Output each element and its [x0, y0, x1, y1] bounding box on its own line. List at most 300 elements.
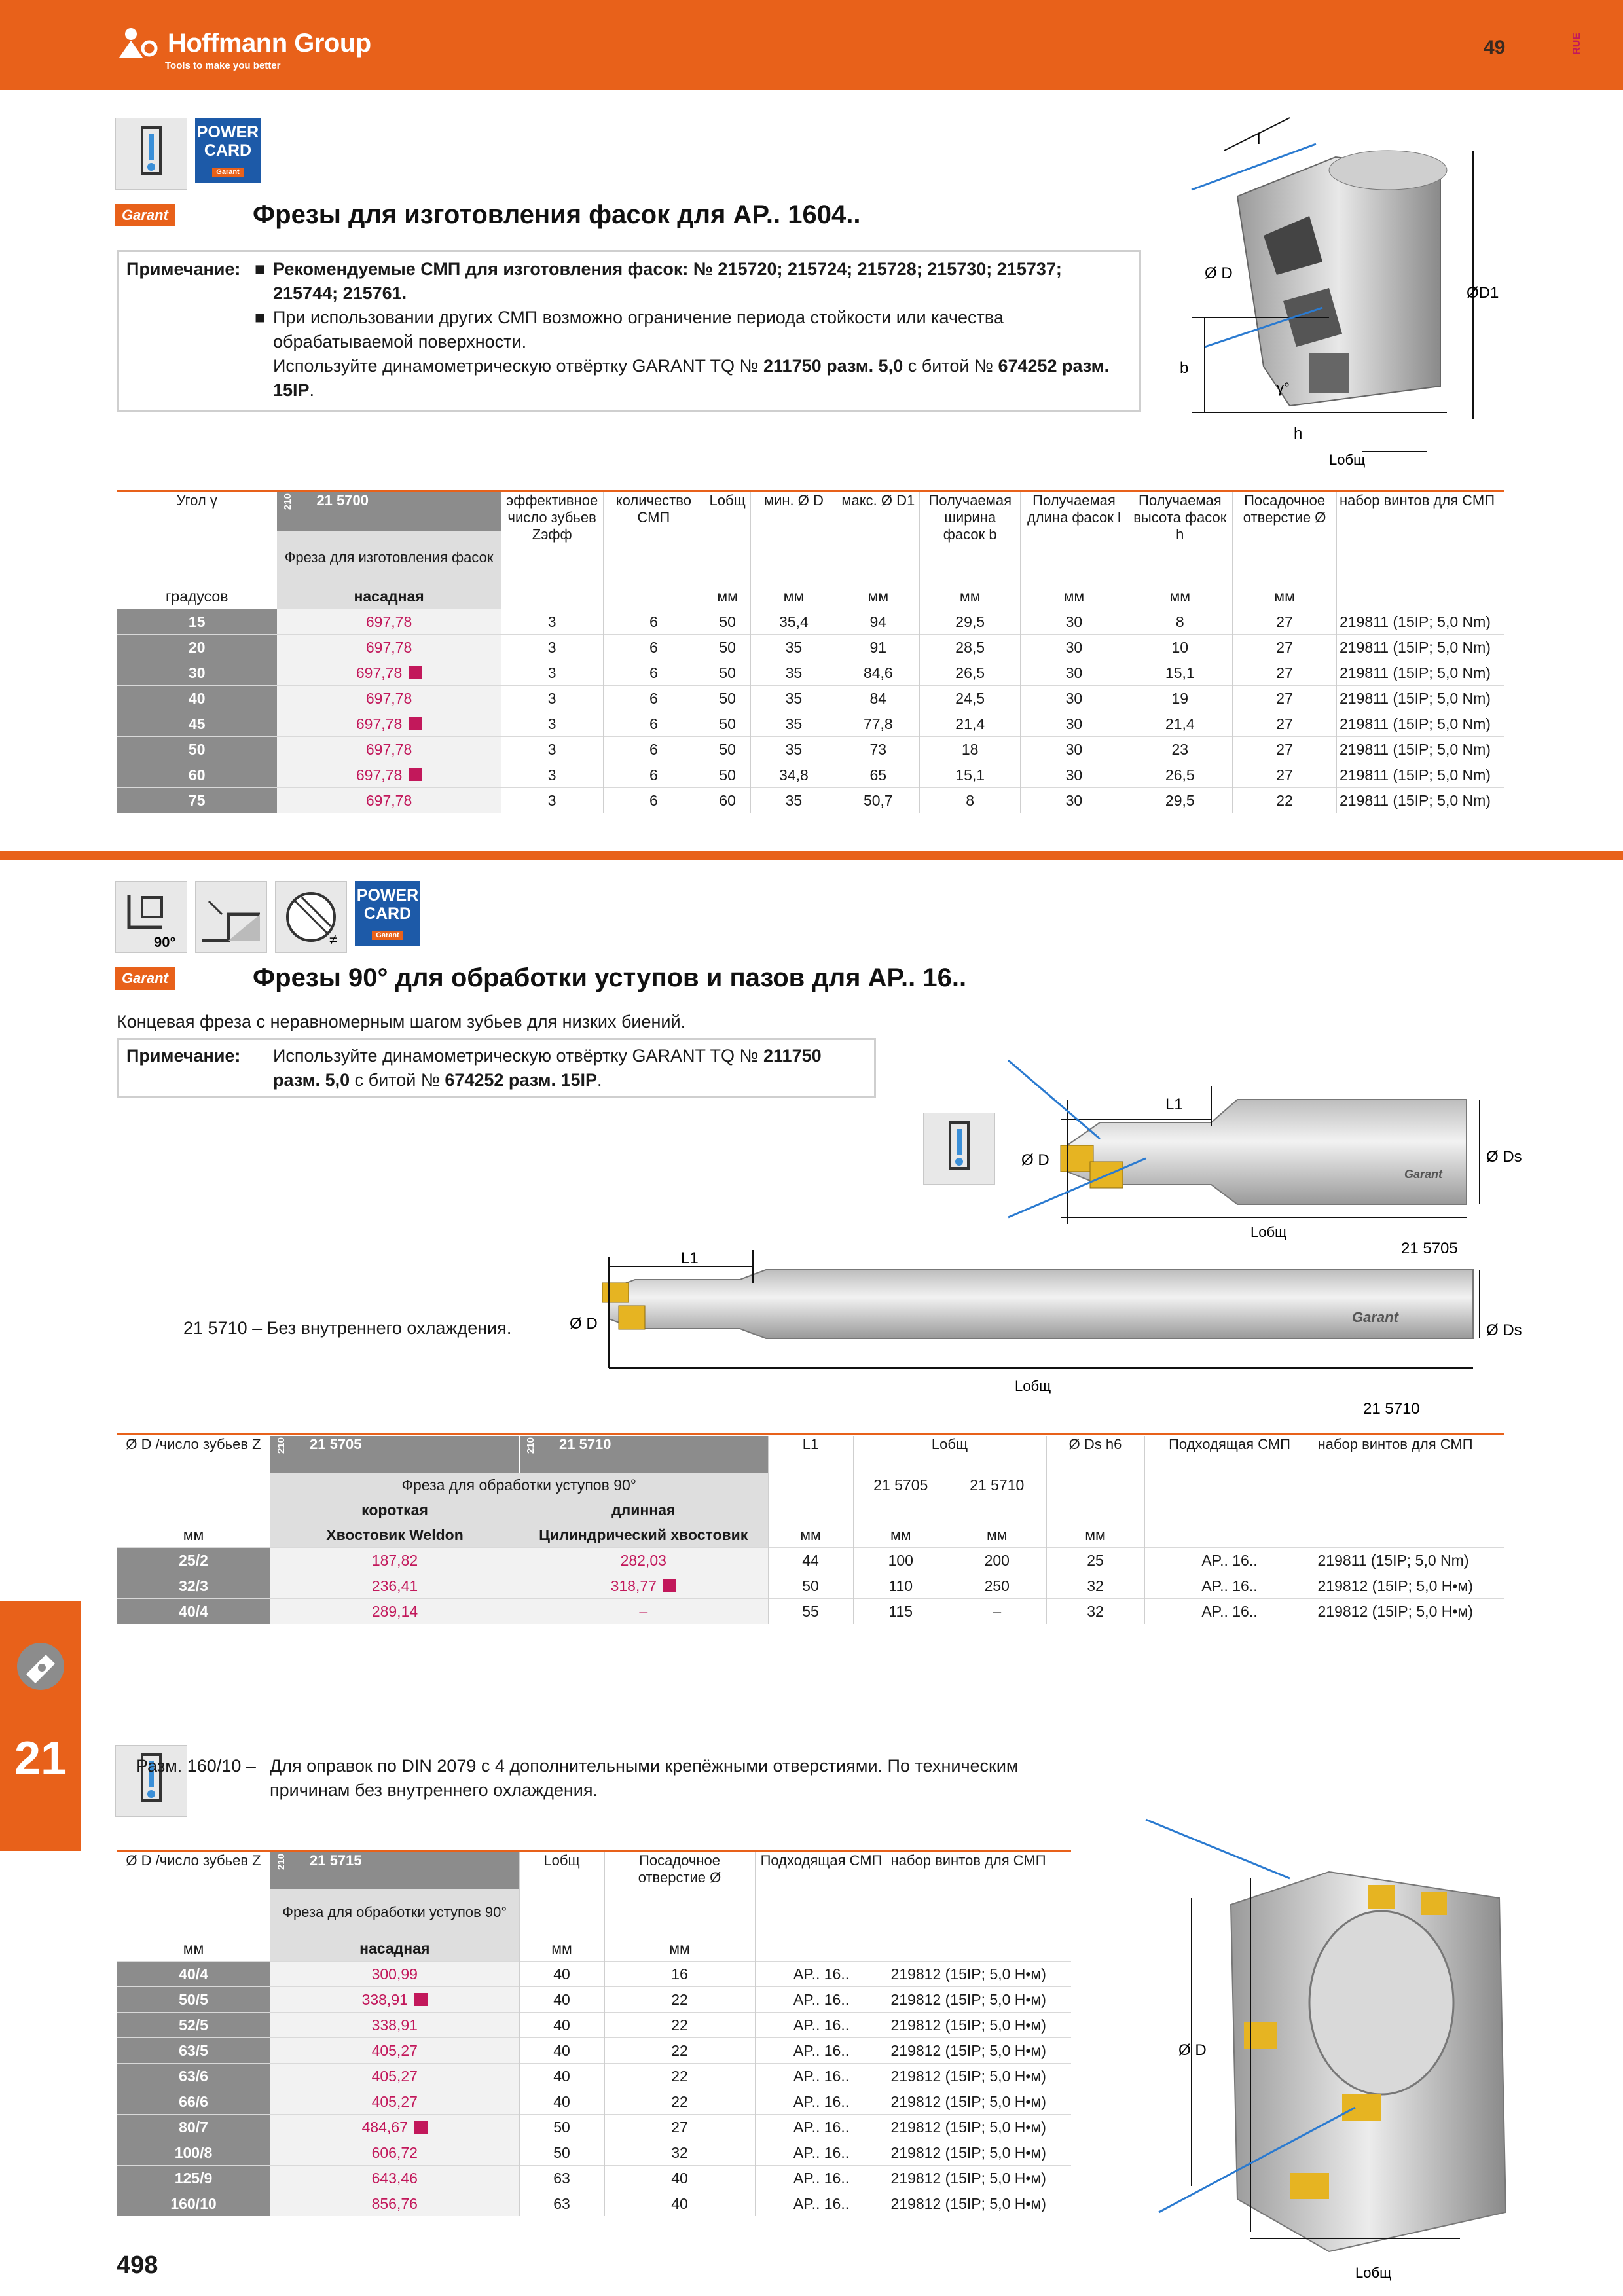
value-cell: 50 — [768, 1573, 853, 1599]
value-cell: 6 — [603, 660, 704, 686]
hdr-bore: Посадочное отверстие Ø — [1233, 492, 1337, 584]
value-cell: 219812 (15IP; 5,0 Н•м) — [888, 1962, 1071, 1987]
value-cell: AP.. 16.. — [755, 2140, 888, 2166]
table-row — [117, 1573, 1504, 1599]
value-cell: 30 — [1021, 711, 1127, 737]
value-cell: 40 — [519, 2013, 604, 2038]
diameter-teeth-cell: 52/5 — [117, 2013, 270, 2038]
diameter-teeth-cell: 40/4 — [117, 1599, 270, 1624]
value-cell: 3 — [501, 788, 603, 814]
value-cell: AP.. 16.. — [1144, 1599, 1315, 1624]
svg-text:Ø Ds: Ø Ds — [1486, 1148, 1522, 1166]
diameter-teeth-cell: 80/7 — [117, 2115, 270, 2140]
value-cell: 6 — [603, 686, 704, 711]
value-cell: AP.. 16.. — [755, 1962, 888, 1987]
table-row — [117, 1987, 1071, 2013]
value-cell: 63 — [519, 2191, 604, 2217]
value-cell: 50 — [704, 635, 751, 660]
price-cell — [277, 762, 501, 788]
note-tail: Используйте динамометрическую отвёртку GARANT TQ № 211750 разм. 5,0 с битой № 674252 разм. 15IP. — [273, 356, 1110, 400]
value-cell: 40 — [519, 2064, 604, 2089]
price-cell — [270, 2013, 519, 2038]
value-cell: 15,1 — [919, 762, 1021, 788]
value-cell: 21,4 — [1127, 711, 1233, 737]
value-cell: 219811 (15IP; 5,0 Nm) — [1336, 660, 1504, 686]
price-cell — [270, 2089, 519, 2115]
product-code-215705: 210 21 5705 — [270, 1436, 519, 1473]
value-cell: 3 — [501, 609, 603, 635]
value-cell: 200 — [948, 1548, 1046, 1573]
hdr-max-d1: макс. Ø D1 — [837, 492, 919, 584]
table-row — [117, 1548, 1504, 1573]
value-cell: 27 — [1233, 711, 1337, 737]
svg-text:90°: 90° — [154, 934, 176, 950]
dim-gamma: γ° — [1277, 380, 1290, 396]
value-cell: AP.. 16.. — [755, 2166, 888, 2191]
price: 697,78 — [365, 613, 412, 630]
value-cell: 23 — [1127, 737, 1233, 762]
value-cell: 35 — [751, 737, 837, 762]
diameter-teeth-cell: 40/4 — [117, 1962, 270, 1987]
table-row — [117, 660, 1504, 686]
price-cell — [277, 660, 501, 686]
table2-top-rule — [117, 1433, 1504, 1435]
value-cell: 6 — [603, 788, 704, 814]
svg-text:L1: L1 — [681, 1249, 699, 1267]
value-cell: 73 — [837, 737, 919, 762]
table-row — [117, 762, 1504, 788]
value-cell: 91 — [837, 635, 919, 660]
shoulder-milling-90-icon — [115, 881, 187, 953]
product-code-215710: 210 21 5710 — [519, 1436, 768, 1473]
value-cell: 63 — [519, 2166, 604, 2191]
value-cell: 15,1 — [1127, 660, 1233, 686]
value-cell: 219811 (15IP; 5,0 Nm) — [1336, 711, 1504, 737]
section-separator — [0, 851, 1623, 860]
value-cell: 55 — [768, 1599, 853, 1624]
svg-text:Garant: Garant — [1352, 1309, 1398, 1325]
value-cell: 32 — [604, 2140, 755, 2166]
section2-intro: Концевая фреза с неравномерным шагом зубьев для низких биений. — [117, 1012, 686, 1031]
value-cell: AP.. 16.. — [1144, 1548, 1315, 1573]
value-cell: AP.. 16.. — [755, 2013, 888, 2038]
value-cell: AP.. 16.. — [755, 1987, 888, 2013]
value-cell: 84 — [837, 686, 919, 711]
chapter-tab[interactable] — [0, 1601, 81, 1851]
size-160-note: Разм. 160/10 – Для оправок по DIN 2079 с 4 дополнительными крепёжными отверстиями. По техническим причинам без внутреннего охлаждения. — [136, 1756, 1019, 1800]
svg-text:Lобщ: Lобщ — [1355, 2265, 1392, 2281]
price-cell — [270, 1987, 519, 2013]
stock-marker-icon — [409, 666, 422, 679]
dim-l: l — [1257, 130, 1261, 148]
value-cell: AP.. 16.. — [1144, 1573, 1315, 1599]
dim-d: Ø D — [1205, 264, 1233, 282]
svg-text:Lобщ: Lобщ — [1250, 1224, 1287, 1240]
chamfer-cutter-diagram — [1165, 105, 1532, 471]
hdr-insert3: Подходящая СМП — [755, 1852, 888, 1936]
hdr-ds: Ø Ds h6 — [1046, 1436, 1144, 1473]
value-cell: 219812 (15IP; 5,0 Н•м) — [888, 1987, 1071, 2013]
value-cell: 50 — [704, 737, 751, 762]
table-row — [117, 2089, 1071, 2115]
page-number-bottom: 498 — [117, 2251, 158, 2279]
value-cell: 35 — [751, 711, 837, 737]
endmill-215705-diagram — [995, 1047, 1532, 1263]
stock-marker-icon — [414, 2121, 428, 2134]
value-cell: 50,7 — [837, 788, 919, 814]
value-cell: AP.. 16.. — [755, 2038, 888, 2064]
stock-marker-icon — [414, 1993, 428, 2006]
product-description: Фреза для изготовления фасок — [277, 531, 501, 584]
brand-tagline: Tools to make you better — [165, 60, 281, 71]
svg-text:21 5710: 21 5710 — [1363, 1400, 1420, 1418]
value-cell: 27 — [1233, 660, 1337, 686]
price: 405,27 — [371, 2067, 418, 2085]
value-cell: 219811 (15IP; 5,0 Nm) — [1336, 788, 1504, 814]
price-cell — [270, 2191, 519, 2217]
note-label: Примечание: — [126, 259, 241, 279]
dim-ltot: Lобщ — [1329, 452, 1366, 468]
chapter-number: 21 — [14, 1732, 67, 1785]
table-215700: Угол γ 210 21 5700 эффективное число зубьев Zэфф количество СМП Lобщ мин. Ø D макс. Ø D1 Получаемая ширина фасок b Получаемая длина фасок l Получаемая высота фасок h Посадочное отверстие Ø набор винтов для СМП Фреза для изготовления фасок градусов насадная мм мм мм мм мм мм мм 15 697,78 3 6 50 35,4 94 29,5 30 8 27 219811 (15IP; 5,0 Nm) 20 697,78 3 6 50 35 91 28,5 30 10 27 219811 (15IP; 5,0 Nm) 30 697,78 3 6 50 35 84,6 26,5 30 15,1 27 219811 (15IP; 5,0 Nm) 40 697,78 3 6 50 35 84 24,5 30 19 27 219811 (15IP; 5,0 Nm) 45 697,78 3 6 50 35 77,8 21,4 30 21,4 27 219811 (15IP; 5,0 Nm) 50 697,78 3 6 50 35 73 18 30 23 27 219811 (15IP; 5,0 Nm) 60 697,78 3 6 50 34,8 65 15,1 30 26,5 27 219811 (15IP; 5,0 Nm) 75 697,78 3 6 60 35 50,7 8 30 29,5 22 219811 (15IP; 5,0 Nm) — [117, 492, 1504, 813]
value-cell: 22 — [604, 1987, 755, 2013]
price: 697,78 — [356, 715, 403, 732]
brand-name: Hoffmann Group — [168, 29, 371, 58]
endmill-215710-diagram — [556, 1244, 1532, 1427]
value-cell: 28,5 — [919, 635, 1021, 660]
hdr-screw-set: набор винтов для СМП — [1336, 492, 1504, 584]
value-cell: 219811 (15IP; 5,0 Nm) — [1336, 609, 1504, 635]
value-cell: AP.. 16.. — [755, 2064, 888, 2089]
hdr-d-z: Ø D /число зубьев Z — [126, 1436, 261, 1452]
section1-note — [117, 250, 1141, 412]
value-cell: 30 — [1021, 788, 1127, 814]
table-215705-215710: Ø D /число зубьев Z 210 21 5705 210 21 5710 L1 Lобщ Ø Ds h6 Подходящая СМП набор винтов для СМП Фреза для обработки уступов 90° 21 5705 21 5710 короткая длинная мм Хвостовик Weldon Цилиндрический хвостовик мм мм мм мм 25/2 187,82 282,03 44 100 200 25 AP.. 16.. 219811 (15IP; 5,0 Nm) 32/3 236,41 318,77 50 110 250 32 AP.. 16.. 219812 (15IP; 5,0 Н•м) 40/4 289,14 – 55 115 – 32 AP.. 16.. 219812 (15IP; 5,0 Н•м) — [117, 1436, 1504, 1624]
value-cell: 50 — [519, 2115, 604, 2140]
angle-cell: 20 — [117, 635, 277, 660]
note-item-1: ■ Рекомендуемые СМП для изготовления фасок: № 215720; 215724; 215728; 215730; 215737; 215744; 215761. — [255, 259, 1062, 303]
table-row — [117, 711, 1504, 737]
value-cell: 35 — [751, 635, 837, 660]
price: 697,78 — [356, 664, 403, 681]
svg-text:Garant: Garant — [1404, 1168, 1443, 1181]
diameter-teeth-cell: 160/10 — [117, 2191, 270, 2217]
diameter-teeth-cell: 66/6 — [117, 2089, 270, 2115]
price: 338,91 — [361, 1990, 408, 2008]
angle-cell: 15 — [117, 609, 277, 635]
hdr-l1: L1 — [768, 1436, 853, 1473]
value-cell: 22 — [604, 2089, 755, 2115]
value-cell: 8 — [1127, 609, 1233, 635]
svg-text:Ø D: Ø D — [1021, 1151, 1049, 1169]
mount-type: насадная — [277, 584, 501, 609]
price-cell — [277, 737, 501, 762]
table-215715: Ø D /число зубьев Z 210 21 5715 Lобщ Посадочное отверстие Ø Подходящая СМП набор винтов для СМП Фреза для обработки уступов 90° мм насадная мм мм 40/4 300,99 40 16 AP.. 16.. 219812 (15IP; 5,0 Н•м) 50/5 338,91 40 22 AP.. 16.. 219812 (15IP; 5,0 Н•м) 52/5 338,91 40 22 AP.. 16.. 219812 (15IP; 5,0 Н•м) 63/5 405,27 40 22 AP.. 16.. 219812 (15IP; 5,0 Н•м) 63/6 405,27 40 22 AP.. 16.. 219812 (15IP; 5,0 Н•м) 66/6 405,27 40 22 AP.. 16.. 219812 (15IP; 5,0 Н•м) 80/7 484,67 50 27 AP.. 16.. 219812 (15IP; 5,0 Н•м) 100/8 606,72 50 32 AP.. 16.. 219812 (15IP; 5,0 Н•м) 125/9 643,46 63 40 AP.. 16.. 219812 (15IP; 5,0 Н•м) 160/10 856,76 63 40 AP.. 16.. 219812 (15IP; 5,0 Н•м) — [117, 1852, 1071, 2216]
milling-insert-icon — [14, 1640, 67, 1693]
value-cell: 40 — [604, 2166, 755, 2191]
table3-top-rule — [117, 1850, 1071, 1852]
value-cell: 219812 (15IP; 5,0 Н•м) — [1315, 1599, 1504, 1624]
price-cell — [270, 2038, 519, 2064]
hdr-length-l: Получаемая длина фасок l — [1021, 492, 1127, 584]
value-cell: 3 — [501, 737, 603, 762]
value-cell: 29,5 — [1127, 788, 1233, 814]
angle-cell: 75 — [117, 788, 277, 814]
value-cell: 115 — [853, 1599, 948, 1624]
value-cell: 219811 (15IP; 5,0 Nm) — [1336, 762, 1504, 788]
value-cell: 40 — [519, 1962, 604, 1987]
table-row — [117, 1599, 1504, 1624]
angle-cell: 30 — [117, 660, 277, 686]
value-cell: 3 — [501, 635, 603, 660]
price-cell — [270, 1599, 519, 1624]
value-cell: 27 — [1233, 635, 1337, 660]
price-cell — [519, 1548, 768, 1573]
value-cell: 22 — [604, 2013, 755, 2038]
price-cell — [270, 1962, 519, 1987]
note-item-2: ■ При использовании других СМП возможно ограничение периода стойкости или качества обрабатываемой поверхности. — [255, 308, 1004, 351]
value-cell: 18 — [919, 737, 1021, 762]
svg-text:L1: L1 — [1165, 1096, 1183, 1113]
price: 300,99 — [371, 1965, 418, 1982]
shell-mill-215715-diagram — [1133, 1806, 1539, 2291]
table-row — [117, 737, 1504, 762]
value-cell: 24,5 — [919, 686, 1021, 711]
hdr-d-z3: Ø D /число зубьев Z — [126, 1852, 261, 1869]
value-cell: 219811 (15IP; 5,0 Nm) — [1336, 635, 1504, 660]
value-cell: 44 — [768, 1548, 853, 1573]
table-row — [117, 2115, 1071, 2140]
section2-note: Примечание: Используйте динамометрическую отвёртку GARANT TQ № 211750 разм. 5,0 с битой № 674252 разм. 15IP. — [117, 1038, 876, 1098]
value-cell: 27 — [1233, 686, 1337, 711]
price: 643,46 — [371, 2169, 418, 2187]
table-row — [117, 2140, 1071, 2166]
value-cell: 35,4 — [751, 609, 837, 635]
value-cell: 77,8 — [837, 711, 919, 737]
value-cell: 50 — [704, 609, 751, 635]
diameter-teeth-cell: 125/9 — [117, 2166, 270, 2191]
hdr-teeth: эффективное число зубьев Zэфф — [501, 492, 603, 584]
hdr-screws2: набор винтов для СМП — [1315, 1436, 1504, 1473]
price-cell — [277, 788, 501, 814]
table-row — [117, 2013, 1071, 2038]
stock-marker-icon — [663, 1579, 676, 1592]
hdr-angle: Угол γ — [176, 492, 217, 509]
price-cell — [519, 1573, 768, 1599]
value-cell: 40 — [519, 1987, 604, 2013]
value-cell: 50 — [704, 686, 751, 711]
section1-pictograms — [115, 118, 261, 190]
hdr-bore3: Посадочное отверстие Ø — [604, 1852, 755, 1936]
value-cell: 22 — [604, 2038, 755, 2064]
hdr-inserts: количество СМП — [603, 492, 704, 584]
hdr-ltot3: Lобщ — [519, 1852, 604, 1936]
value-cell: 3 — [501, 762, 603, 788]
svg-text:Lобщ: Lобщ — [1015, 1378, 1051, 1394]
value-cell: 6 — [603, 711, 704, 737]
value-cell: 30 — [1021, 686, 1127, 711]
price: 856,76 — [371, 2195, 418, 2212]
table-row — [117, 1962, 1071, 1987]
page-number-top: 49 — [1484, 37, 1506, 58]
value-cell: 30 — [1021, 737, 1127, 762]
price: 484,67 — [361, 2118, 408, 2136]
hoffmann-logo-icon — [117, 26, 162, 62]
diameter-teeth-cell: 50/5 — [117, 1987, 270, 2013]
value-cell: 8 — [919, 788, 1021, 814]
section1-title: Фрезы для изготовления фасок для AP.. 1604.. — [253, 200, 861, 229]
table-row — [117, 635, 1504, 660]
value-cell: 84,6 — [837, 660, 919, 686]
value-cell: 110 — [853, 1573, 948, 1599]
value-cell: 19 — [1127, 686, 1233, 711]
value-cell: 27 — [604, 2115, 755, 2140]
price-cell — [270, 2166, 519, 2191]
price: 282,03 — [620, 1551, 666, 1569]
svg-text:Ø Ds: Ø Ds — [1486, 1321, 1522, 1339]
price: 236,41 — [371, 1577, 418, 1594]
internal-coolant-icon — [115, 118, 187, 190]
value-cell: – — [948, 1599, 1046, 1624]
stock-marker-icon — [409, 768, 422, 781]
value-cell: 6 — [603, 609, 704, 635]
value-cell: 6 — [603, 635, 704, 660]
value-cell: 35 — [751, 660, 837, 686]
value-cell: 3 — [501, 660, 603, 686]
price: 697,78 — [365, 740, 412, 758]
value-cell: 32 — [1046, 1573, 1144, 1599]
price-cell — [277, 609, 501, 635]
price: 606,72 — [371, 2144, 418, 2161]
value-cell: 219812 (15IP; 5,0 Н•м) — [888, 2013, 1071, 2038]
value-cell: 27 — [1233, 762, 1337, 788]
value-cell: 30 — [1021, 660, 1127, 686]
dim-h: h — [1294, 425, 1303, 442]
value-cell: 50 — [704, 762, 751, 788]
value-cell: 6 — [603, 737, 704, 762]
hdr-min-d: мин. Ø D — [751, 492, 837, 584]
value-cell: 22 — [604, 2064, 755, 2089]
value-cell: 35 — [751, 686, 837, 711]
hdr-insert: Подходящая СМП — [1144, 1436, 1315, 1473]
angle-cell: 45 — [117, 711, 277, 737]
hdr-screws3: набор винтов для СМП — [888, 1852, 1071, 1936]
price: 338,91 — [371, 2016, 418, 2034]
dim-d1: ØD1 — [1467, 284, 1499, 302]
hdr-height-h: Получаемая высота фасок h — [1127, 492, 1233, 584]
power-card-badge-2: POWER CARD Garant — [355, 881, 420, 946]
value-cell: AP.. 16.. — [755, 2089, 888, 2115]
diameter-teeth-cell: 32/3 — [117, 1573, 270, 1599]
value-cell: 40 — [604, 2191, 755, 2217]
table-row — [117, 2038, 1071, 2064]
garant-brand-tag-2: Garant — [115, 967, 175, 990]
svg-text:21 5705: 21 5705 — [1401, 1240, 1458, 1257]
price: 405,27 — [371, 2041, 418, 2059]
value-cell: 40 — [519, 2089, 604, 2115]
value-cell: 60 — [704, 788, 751, 814]
value-cell: 27 — [1233, 737, 1337, 762]
value-cell: 34,8 — [751, 762, 837, 788]
diameter-teeth-cell: 63/5 — [117, 2038, 270, 2064]
svg-text:Ø D: Ø D — [570, 1315, 598, 1333]
price: 697,78 — [365, 791, 412, 809]
table-row — [117, 686, 1504, 711]
value-cell: 219811 (15IP; 5,0 Nm) — [1315, 1548, 1504, 1573]
table1-top-rule — [117, 490, 1504, 492]
angle-cell: 60 — [117, 762, 277, 788]
value-cell: 21,4 — [919, 711, 1021, 737]
section2-title: Фрезы 90° для обработки уступов и пазов для AP.. 16.. — [253, 963, 967, 992]
table-row — [117, 609, 1504, 635]
product-description-2: Фреза для обработки уступов 90° — [270, 1473, 768, 1498]
price-cell — [270, 2064, 519, 2089]
value-cell: 65 — [837, 762, 919, 788]
power-card-badge: POWER CARD Garant — [195, 118, 261, 183]
diameter-teeth-cell: 100/8 — [117, 2140, 270, 2166]
garant-brand-tag: Garant — [115, 204, 175, 226]
value-cell: 26,5 — [1127, 762, 1233, 788]
language-code: RUE — [1571, 33, 1582, 55]
hdr-ltot: Lобщ — [704, 492, 751, 584]
value-cell: 250 — [948, 1573, 1046, 1599]
uneven-pitch-icon — [275, 881, 347, 953]
value-cell: 16 — [604, 1962, 755, 1987]
value-cell: 219812 (15IP; 5,0 Н•м) — [888, 2089, 1071, 2115]
price: 318,77 — [610, 1577, 657, 1594]
product-code-215715: 210 21 5715 — [270, 1852, 519, 1889]
price: 405,27 — [371, 2092, 418, 2110]
svg-text:Ø D: Ø D — [1178, 2041, 1207, 2059]
hdr-width-b: Получаемая ширина фасок b — [919, 492, 1021, 584]
value-cell: 219812 (15IP; 5,0 Н•м) — [888, 2191, 1071, 2217]
hdr-ltot2: Lобщ — [853, 1436, 1046, 1473]
table-row — [117, 2191, 1071, 2217]
diameter-teeth-cell: 63/6 — [117, 2064, 270, 2089]
angle-cell: 50 — [117, 737, 277, 762]
value-cell: AP.. 16.. — [755, 2115, 888, 2140]
price-cell — [519, 1599, 768, 1624]
value-cell: 26,5 — [919, 660, 1021, 686]
value-cell: 30 — [1021, 762, 1127, 788]
value-cell: 219812 (15IP; 5,0 Н•м) — [1315, 1573, 1504, 1599]
angle-cell: 40 — [117, 686, 277, 711]
value-cell: 30 — [1021, 609, 1127, 635]
section2-pictograms — [115, 881, 420, 953]
product-code-215700: 210 21 5700 — [277, 492, 501, 531]
slot-milling-icon — [195, 881, 267, 953]
dim-b: b — [1180, 359, 1189, 377]
value-cell: 25 — [1046, 1548, 1144, 1573]
price: 697,78 — [365, 689, 412, 707]
value-cell: 219812 (15IP; 5,0 Н•м) — [888, 2140, 1071, 2166]
price: 289,14 — [371, 1602, 418, 1620]
svg-text:≠: ≠ — [329, 931, 338, 948]
value-cell: 30 — [1021, 635, 1127, 660]
price-cell — [277, 686, 501, 711]
table-row — [117, 2166, 1071, 2191]
value-cell: 50 — [704, 711, 751, 737]
value-cell: 219812 (15IP; 5,0 Н•м) — [888, 2166, 1071, 2191]
value-cell: 40 — [519, 2038, 604, 2064]
value-cell: 94 — [837, 609, 919, 635]
value-cell: 219812 (15IP; 5,0 Н•м) — [888, 2115, 1071, 2140]
unit-degrees: градусов — [166, 587, 228, 605]
value-cell: 6 — [603, 762, 704, 788]
value-cell: 29,5 — [919, 609, 1021, 635]
diameter-teeth-cell: 25/2 — [117, 1548, 270, 1573]
internal-coolant-icon-2 — [923, 1113, 995, 1185]
